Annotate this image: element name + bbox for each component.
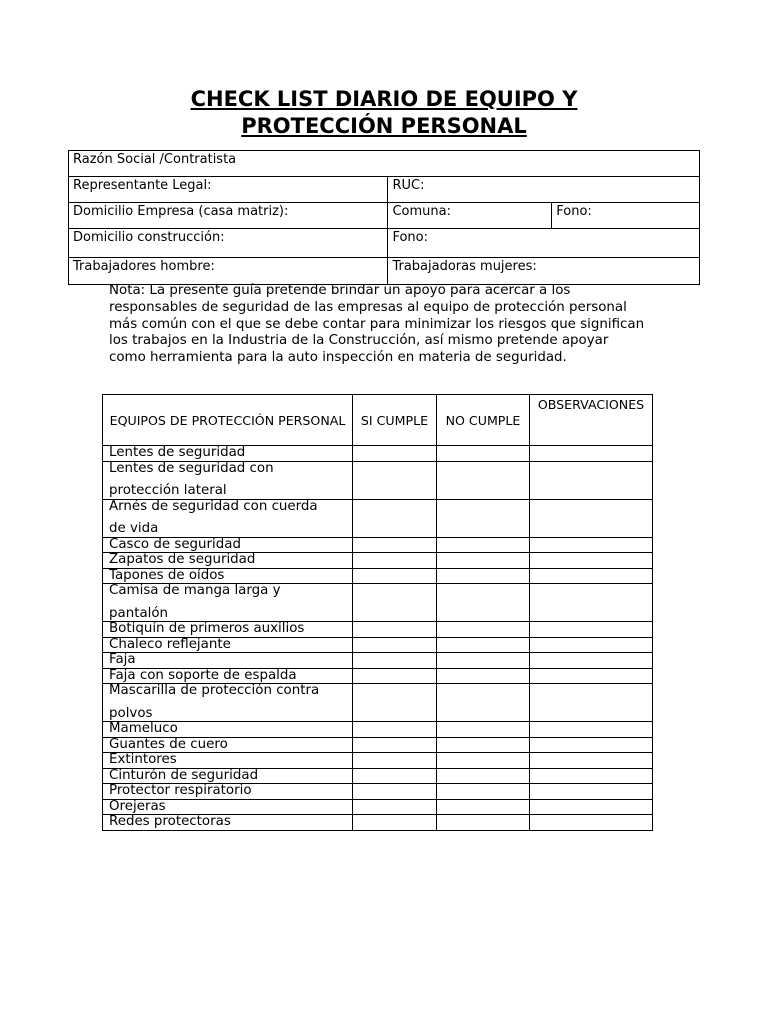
equipment-name-line: Protector respiratorio bbox=[109, 783, 252, 798]
equipment-name-cell bbox=[103, 568, 353, 584]
equipment-name-line: Extintores bbox=[109, 752, 177, 767]
equipment-name-line: Casco de seguridad bbox=[109, 536, 241, 552]
title-line-2: PROTECCIÓN PERSONAL bbox=[241, 114, 527, 138]
equipment-name-line: protección lateral bbox=[109, 483, 227, 498]
header-si-cumple: SI CUMPLE bbox=[353, 395, 437, 446]
equipment-name-line: Chaleco reflejante bbox=[109, 636, 231, 652]
observaciones-cell[interactable] bbox=[530, 446, 653, 462]
observaciones-cell[interactable] bbox=[530, 799, 653, 815]
company-info-table bbox=[68, 150, 700, 285]
table-row bbox=[103, 568, 653, 584]
si-cumple-cell[interactable] bbox=[353, 461, 437, 499]
equipment-name-cell bbox=[103, 637, 353, 653]
si-cumple-cell[interactable] bbox=[353, 499, 437, 537]
observaciones-cell[interactable] bbox=[530, 637, 653, 653]
table-row bbox=[103, 461, 653, 499]
domicilio-empresa-field[interactable]: Domicilio Empresa (casa matriz): bbox=[69, 203, 388, 229]
observaciones-cell[interactable] bbox=[530, 568, 653, 584]
si-cumple-cell[interactable] bbox=[353, 568, 437, 584]
equipment-name-line: Mascarilla de protección contra bbox=[109, 683, 320, 698]
no-cumple-cell[interactable] bbox=[437, 446, 530, 462]
table-row bbox=[103, 622, 653, 638]
table-row bbox=[103, 446, 653, 462]
equipment-name-cell bbox=[103, 446, 353, 462]
representante-legal-field[interactable]: Representante Legal: bbox=[69, 177, 388, 203]
equipment-name-cell bbox=[103, 737, 353, 753]
observaciones-cell[interactable] bbox=[530, 653, 653, 669]
table-row bbox=[103, 768, 653, 784]
header-no-cumple: NO CUMPLE bbox=[437, 395, 530, 446]
header-observaciones: OBSERVACIONES bbox=[530, 395, 653, 446]
no-cumple-cell[interactable] bbox=[437, 537, 530, 553]
razon-social-field[interactable]: Razón Social /Contratista bbox=[69, 151, 700, 177]
equipment-name-line: Orejeras bbox=[109, 798, 166, 814]
equipment-name-line: Cinturón de seguridad bbox=[109, 767, 259, 783]
si-cumple-cell[interactable] bbox=[353, 784, 437, 800]
table-row bbox=[103, 684, 653, 722]
table-row bbox=[103, 499, 653, 537]
equipment-name-cell bbox=[103, 753, 353, 769]
observaciones-cell[interactable] bbox=[530, 784, 653, 800]
no-cumple-cell[interactable] bbox=[437, 653, 530, 669]
equipment-name-cell bbox=[103, 684, 353, 722]
table-row bbox=[103, 784, 653, 800]
comuna-field[interactable]: Comuna: bbox=[388, 203, 552, 229]
table-row bbox=[103, 722, 653, 738]
observaciones-cell[interactable] bbox=[530, 722, 653, 738]
equipment-name-cell bbox=[103, 499, 353, 537]
no-cumple-cell[interactable] bbox=[437, 461, 530, 499]
si-cumple-cell[interactable] bbox=[353, 537, 437, 553]
no-cumple-cell[interactable] bbox=[437, 799, 530, 815]
observaciones-cell[interactable] bbox=[530, 737, 653, 753]
no-cumple-cell[interactable] bbox=[437, 768, 530, 784]
equipment-name-line: Botiquín de primeros auxilios bbox=[109, 621, 305, 636]
no-cumple-cell[interactable] bbox=[437, 553, 530, 569]
si-cumple-cell[interactable] bbox=[353, 584, 437, 622]
table-row bbox=[103, 799, 653, 815]
no-cumple-cell[interactable] bbox=[437, 815, 530, 831]
no-cumple-cell[interactable] bbox=[437, 753, 530, 769]
equipment-name-cell bbox=[103, 553, 353, 569]
no-cumple-cell[interactable] bbox=[437, 784, 530, 800]
equipment-name-cell bbox=[103, 584, 353, 622]
title-line-1: CHECK LIST DIARIO DE EQUIPO Y bbox=[190, 87, 578, 111]
table-row bbox=[103, 815, 653, 831]
observaciones-cell[interactable] bbox=[530, 684, 653, 722]
si-cumple-cell[interactable] bbox=[353, 653, 437, 669]
equipment-name-line: Arnés de seguridad con cuerda bbox=[109, 498, 318, 514]
note-paragraph: Nota: La presente guía pretende brindar un apoyo para acercar a los responsables de seguridad de las empresas al equipo de protección personal más común con el que se debe contar para minimizar los riesgos que significan los trabajos en la Industria de la Construcción, así mismo pretende apoyar como herramienta para la auto inspección en materia de seguridad. bbox=[109, 283, 645, 366]
table-row bbox=[103, 584, 653, 622]
si-cumple-cell[interactable] bbox=[353, 737, 437, 753]
equipment-name-line: Guantes de cuero bbox=[109, 736, 228, 752]
equipment-name-cell bbox=[103, 768, 353, 784]
si-cumple-cell[interactable] bbox=[353, 815, 437, 831]
si-cumple-cell[interactable] bbox=[353, 668, 437, 684]
no-cumple-cell[interactable] bbox=[437, 737, 530, 753]
equipment-name-cell bbox=[103, 722, 353, 738]
observaciones-cell[interactable] bbox=[530, 584, 653, 622]
equipment-name-cell bbox=[103, 537, 353, 553]
equipment-name-cell bbox=[103, 653, 353, 669]
observaciones-cell[interactable] bbox=[530, 622, 653, 638]
table-row bbox=[103, 653, 653, 669]
equipment-name-line: Lentes de seguridad con bbox=[109, 460, 274, 476]
observaciones-cell[interactable] bbox=[530, 461, 653, 499]
equipment-name-cell bbox=[103, 461, 353, 499]
trabajadores-hombre-field[interactable]: Trabajadores hombre: bbox=[69, 258, 388, 285]
equipment-name-cell bbox=[103, 815, 353, 831]
observaciones-cell[interactable] bbox=[530, 537, 653, 553]
si-cumple-cell[interactable] bbox=[353, 446, 437, 462]
equipment-name-line: Redes protectoras bbox=[109, 814, 231, 829]
observaciones-cell[interactable] bbox=[530, 668, 653, 684]
domicilio-construccion-field[interactable]: Domicilio construcción: bbox=[69, 229, 388, 258]
equipment-name-cell bbox=[103, 799, 353, 815]
si-cumple-cell[interactable] bbox=[353, 622, 437, 638]
document-title bbox=[0, 86, 768, 140]
trabajadoras-mujeres-field[interactable]: Trabajadoras mujeres: bbox=[388, 258, 700, 285]
table-row bbox=[103, 537, 653, 553]
si-cumple-cell[interactable] bbox=[353, 637, 437, 653]
observaciones-cell[interactable] bbox=[530, 553, 653, 569]
fono-empresa-field[interactable]: Fono: bbox=[552, 203, 700, 229]
fono-construccion-field[interactable]: Fono: bbox=[388, 229, 700, 258]
no-cumple-cell[interactable] bbox=[437, 722, 530, 738]
table-row bbox=[103, 637, 653, 653]
equipment-name-cell bbox=[103, 668, 353, 684]
ruc-field[interactable]: RUC: bbox=[388, 177, 700, 203]
observaciones-cell[interactable] bbox=[530, 753, 653, 769]
observaciones-cell[interactable] bbox=[530, 815, 653, 831]
no-cumple-cell[interactable] bbox=[437, 568, 530, 584]
table-row bbox=[103, 753, 653, 769]
equipment-name-cell bbox=[103, 622, 353, 638]
no-cumple-cell[interactable] bbox=[437, 637, 530, 653]
ppe-checklist-table bbox=[102, 394, 653, 831]
checklist-body bbox=[103, 446, 653, 831]
observaciones-cell[interactable] bbox=[530, 768, 653, 784]
equipment-name-line: pantalón bbox=[109, 605, 169, 621]
equipment-name-line: polvos bbox=[109, 705, 153, 721]
table-row bbox=[103, 668, 653, 684]
no-cumple-cell[interactable] bbox=[437, 499, 530, 537]
equipment-name-line: Mameluco bbox=[109, 721, 178, 736]
equipment-name-line: Lentes de seguridad bbox=[109, 445, 246, 460]
equipment-name-line: Faja con soporte de espalda bbox=[109, 667, 297, 683]
observaciones-cell[interactable] bbox=[530, 499, 653, 537]
si-cumple-cell[interactable] bbox=[353, 684, 437, 722]
equipment-name-line: Faja bbox=[109, 652, 136, 667]
equipment-name-line: Camisa de manga larga y bbox=[109, 583, 281, 598]
no-cumple-cell[interactable] bbox=[437, 668, 530, 684]
header-equipos: EQUIPOS DE PROTECCIÓN PERSONAL bbox=[103, 395, 353, 446]
si-cumple-cell[interactable] bbox=[353, 753, 437, 769]
equipment-name-line: Zapatos de seguridad bbox=[109, 552, 256, 567]
table-row bbox=[103, 553, 653, 569]
si-cumple-cell[interactable] bbox=[353, 722, 437, 738]
equipment-name-cell bbox=[103, 784, 353, 800]
equipment-name-line: de vida bbox=[109, 521, 159, 536]
si-cumple-cell[interactable] bbox=[353, 553, 437, 569]
no-cumple-cell[interactable] bbox=[437, 584, 530, 622]
si-cumple-cell[interactable] bbox=[353, 799, 437, 815]
table-row bbox=[103, 737, 653, 753]
equipment-name-line: Tapones de oídos bbox=[109, 567, 225, 583]
no-cumple-cell[interactable] bbox=[437, 622, 530, 638]
si-cumple-cell[interactable] bbox=[353, 768, 437, 784]
no-cumple-cell[interactable] bbox=[437, 684, 530, 722]
